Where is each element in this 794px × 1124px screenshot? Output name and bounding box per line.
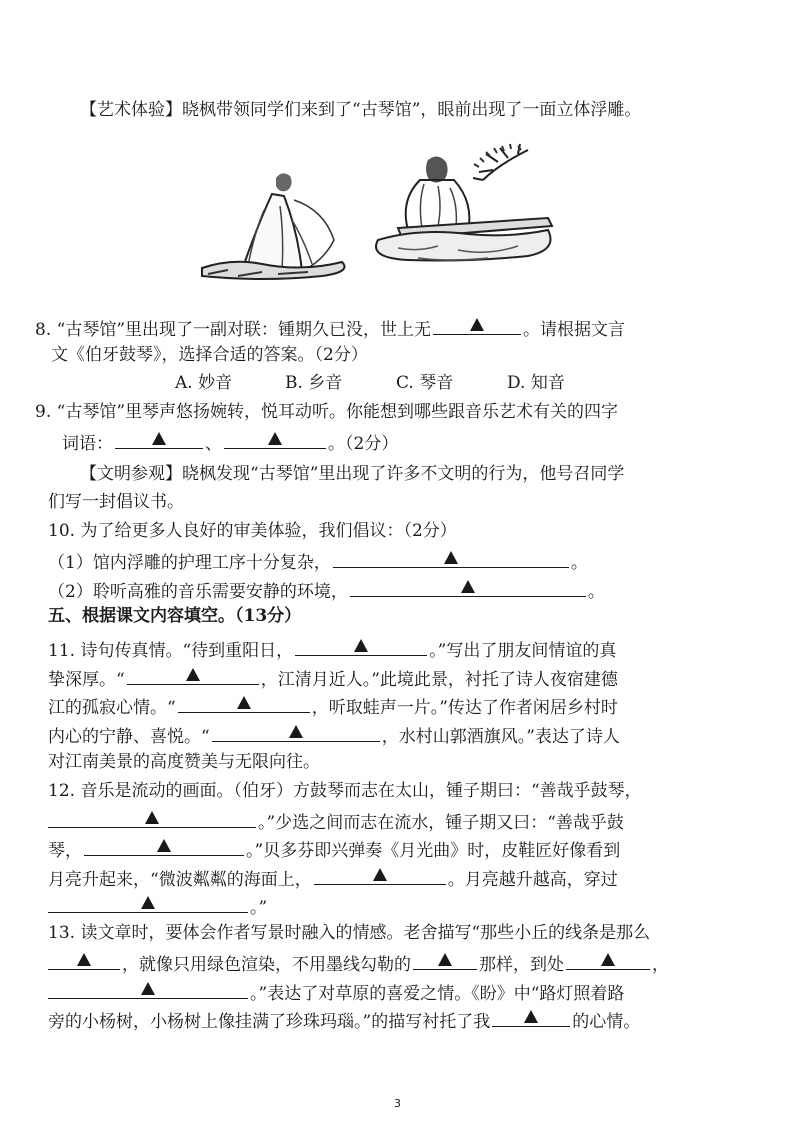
q12-line3 [48, 837, 620, 862]
q10-item2 [48, 578, 605, 603]
q13-l4-a: 旁的小杨树，小杨树上像挂满了珍珠玛瑙。”的描写衬托了我 [48, 1012, 491, 1032]
q8-option-c[interactable]: C. 琴音 [396, 373, 454, 393]
q10-item1 [48, 549, 588, 574]
q13-line1: 13. 读文章时，要体会作者写景时融入的情感。老舍描写“那些小丘的线条是那么 [48, 923, 651, 943]
triangle-icon [470, 318, 484, 331]
triangle-icon [141, 896, 155, 909]
q8-option-a[interactable]: A. 妙音 [175, 373, 233, 393]
q11-l3-a: 江的孤寂心情。“ [48, 698, 176, 718]
q12-l4-a: 月亮升起来，“微波粼粼的海面上， [48, 870, 312, 890]
q9-line1: 9. “古琴馆”里琴声悠扬婉转，悦耳动听。你能想到哪些跟音乐艺术有关的四字 [35, 402, 619, 422]
triangle-icon [461, 580, 475, 593]
q13-l2-c: 那样，到处 [479, 955, 564, 975]
q13-l3-b: 。”表达了对草原的喜爱之情。《盼》中“路灯照着路 [250, 984, 625, 1004]
triangle-icon [186, 668, 200, 681]
triangle-icon [152, 432, 166, 445]
q9-line2 [62, 430, 398, 455]
q13-l2-b: ，就像只用绿色渲染，不用墨线勾勒的 [122, 955, 411, 975]
q13-blank-2[interactable] [413, 951, 477, 970]
q11-l4-b: ，水村山郭酒旗风。”表达了诗人 [381, 727, 620, 747]
q10-title: 10. 为了给更多人良好的审美体验，我们倡议：（2分） [48, 521, 457, 541]
q13-line4 [48, 1008, 640, 1033]
q8-line2: 文《伯牙鼓琴》，选择合适的答案。（2分） [51, 345, 368, 365]
q10-item1-end: 。 [570, 553, 588, 573]
q11-line1 [48, 637, 616, 662]
q12-blank-4[interactable] [48, 894, 248, 913]
q8-option-b[interactable]: B. 乡音 [285, 373, 343, 393]
q8-line1 [35, 316, 625, 341]
q11-line2 [48, 666, 618, 691]
q11-line3 [48, 694, 618, 719]
civil-line1: 【文明参观】晓枫发现“古琴馆”里出现了许多不文明的行为，他号召同学 [80, 464, 625, 484]
q11-line5: 对江南美景的高度赞美与无限向往。 [48, 752, 320, 772]
q13-line3 [48, 980, 624, 1005]
q8-option-d[interactable]: D. 知音 [507, 373, 565, 393]
triangle-icon [237, 696, 251, 709]
civil-line2: 们写一封倡议书。 [48, 492, 184, 512]
page-number: 3 [394, 1097, 401, 1110]
q8-text-a: 8. “古琴馆”里出现了一副对联：锺期久已没，世上无 [35, 320, 432, 340]
q10-item2-end: 。 [587, 582, 605, 602]
q11-l4-a: 内心的宁静、喜悦。“ [48, 727, 210, 747]
triangle-icon [268, 432, 282, 445]
q12-blank-1[interactable] [48, 809, 256, 828]
triangle-icon [601, 953, 615, 966]
q11-line4 [48, 723, 620, 748]
q12-l5-b: 。” [250, 898, 268, 918]
q8-text-b: 。请根据文言 [523, 320, 626, 340]
q11-l3-b: ，听取蛙声一片。”传达了作者闲居乡村时 [311, 698, 618, 718]
q11-l2-b: ，江清月近人。”此境此景，衬托了诗人夜宿建德 [260, 670, 618, 690]
q9-score: 。（2分） [328, 434, 399, 454]
triangle-icon [157, 839, 171, 852]
triangle-icon [438, 953, 452, 966]
q13-blank-5[interactable] [492, 1008, 570, 1027]
q12-line1: 12. 音乐是流动的画面。（伯牙）方鼓琴而志在太山，锺子期曰：“善哉乎鼓琴， [48, 781, 642, 801]
q12-line4 [48, 866, 618, 891]
q11-blank-2[interactable] [127, 666, 259, 685]
relief-illustration [198, 140, 558, 290]
q11-l1-b: 。”写出了朋友间情谊的真 [429, 641, 617, 661]
q12-l3-b: 。”贝多芬即兴弹奏《月光曲》时，皮鞋匠好像看到 [246, 841, 621, 861]
triangle-icon [289, 725, 303, 738]
q12-l4-b: 。月亮越升越高，穿过 [447, 870, 618, 890]
triangle-icon [524, 1010, 538, 1023]
q8-answer-blank[interactable] [433, 316, 521, 335]
q10-item2-text: （2）聆听高雅的音乐需要安静的环境， [48, 582, 348, 602]
q10-blank-2[interactable] [350, 578, 586, 597]
q13-blank-4[interactable] [48, 980, 248, 999]
art-experience-text: 【艺术体验】晓枫带领同学们来到了“古琴馆”，眼前出现了一面立体浮雕。 [80, 100, 642, 120]
q12-l3-a: 琴， [48, 841, 82, 861]
q11-blank-4[interactable] [212, 723, 380, 742]
q12-blank-3[interactable] [314, 866, 446, 885]
triangle-icon [141, 982, 155, 995]
q9-label: 词语： [62, 434, 113, 454]
q13-l4-b: 的心情。 [572, 1012, 641, 1032]
q12-l2-b: 。”少选之间而志在流水，锺子期又曰：“善哉乎鼓 [258, 813, 624, 833]
q9-separator: 、 [205, 434, 222, 454]
q10-item1-text: （1）馆内浮雕的护理工序十分复杂， [48, 553, 331, 573]
q11-l1-a: 11. 诗句传真情。“待到重阳日， [48, 641, 294, 661]
q12-blank-2[interactable] [84, 837, 244, 856]
q11-blank-1[interactable] [295, 637, 427, 656]
q12-line2 [48, 809, 624, 834]
q13-line2 [48, 951, 669, 976]
q9-blank-1[interactable] [115, 430, 203, 449]
q13-blank-3[interactable] [566, 951, 650, 970]
triangle-icon [354, 639, 368, 652]
q11-l2-a: 挚深厚。“ [48, 670, 125, 690]
q13-l2-d: ， [652, 955, 669, 975]
q13-blank-1[interactable] [48, 951, 120, 970]
q9-blank-2[interactable] [224, 430, 326, 449]
q11-blank-3[interactable] [178, 694, 310, 713]
q10-blank-1[interactable] [333, 549, 569, 568]
triangle-icon [444, 551, 458, 564]
triangle-icon [145, 811, 159, 824]
q12-line5 [48, 894, 267, 919]
triangle-icon [373, 868, 387, 881]
section5-heading: 五、根据课文内容填空。（13分） [48, 606, 302, 626]
triangle-icon [77, 953, 91, 966]
